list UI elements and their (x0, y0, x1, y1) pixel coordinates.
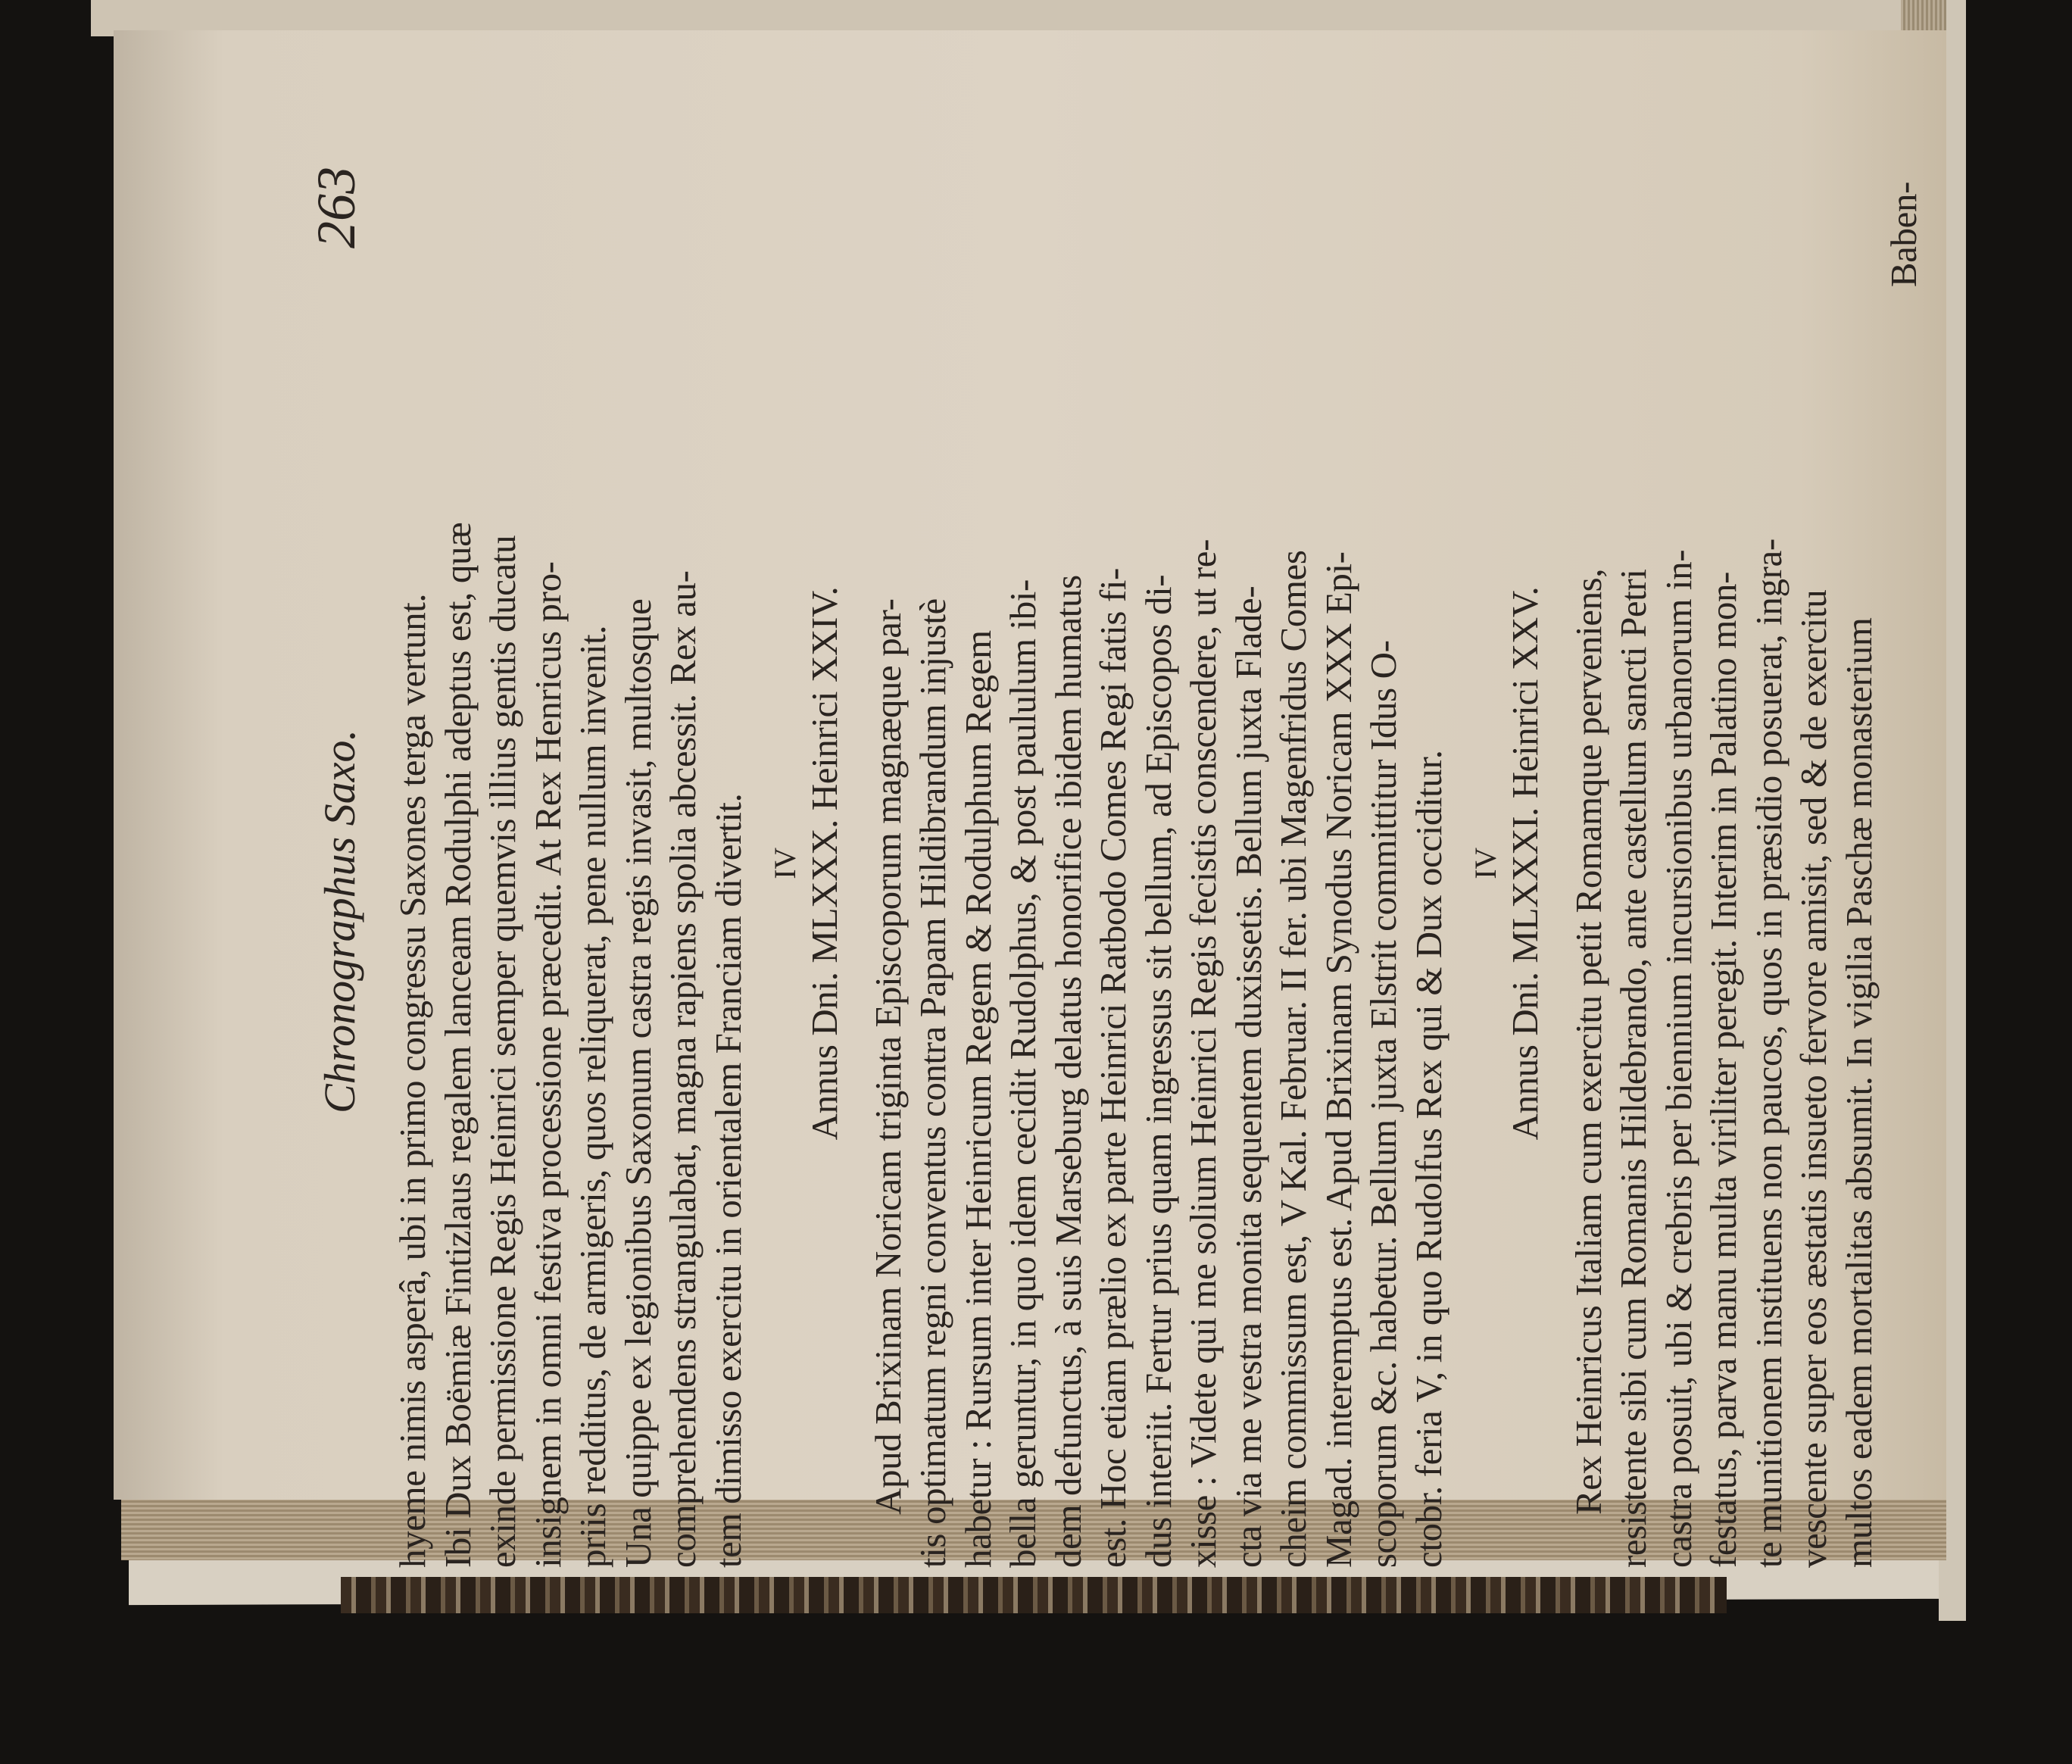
text-line: xisse : Videte qui me solium Heinrici Regis fecistis conscendere, ut re- (1182, 539, 1224, 1568)
heading-superscript: IV (768, 848, 802, 879)
text-line: tem dimisso exercitu in orientalem Franciam divertit. (707, 793, 749, 1568)
text-line: exinde permissione Regis Heinrici semper quemvis illius gentis ducatu (482, 535, 523, 1568)
running-title: Chronographus Saxo. (315, 729, 364, 1113)
text-line: scoporum &c. habetur. Bellum juxta Elstrit committitur Idus O- (1362, 640, 1404, 1568)
text-line: ctobr. feria V, in quo Rudolfus Rex qui & Dux occiditur. (1407, 750, 1449, 1568)
year-heading: Annus Dni. MLXXXI. Heinrici XXV. (1504, 586, 1546, 1141)
text-line: bella geruntur, in quo idem cecidit Rudolphus, & post paululum ibi- (1002, 579, 1044, 1568)
paragraph-3 (1566, 159, 1882, 1568)
heading-superscript: IV (1468, 848, 1503, 879)
text-line: insignem in omni festiva processione præcedit. At Rex Henricus pro- (526, 561, 569, 1568)
text-line: Una quippe ex legionibus Saxonum castra regis invasit, multosque (616, 598, 659, 1568)
page-number: 263 (306, 167, 367, 248)
paragraph-2 (866, 159, 1452, 1568)
text-line: Magad. interemptus est. Apud Brixinam Synodus Noricam XXX Epi- (1317, 551, 1359, 1568)
text-line: multos eadem mortalitas absumit. In vigilia Paschæ monasterium (1837, 617, 1880, 1568)
page-text (299, 159, 1924, 1568)
year-heading: Annus Dni. MLXXX. Heinrici XXIV. (804, 586, 845, 1141)
text-line: hyeme nimis asperâ, ubi in primo congressu Saxones terga vertunt. (392, 593, 433, 1568)
running-head (299, 159, 390, 1568)
text-line: habetur : Rursum inter Heinricum Regem & Rodulphum Regem (956, 630, 999, 1568)
text-line: Rex Heinricus Italiam cum exercitu petit Romamque perveniens, (1567, 568, 1609, 1515)
text-line: resistente sibi cum Romanis Hildebrando, ante castellum sancti Petri (1612, 569, 1654, 1568)
catchword: Baben- (1883, 182, 1924, 288)
text-line: cta via me vestra monita sequentem duxissetis. Bellum juxta Flade- (1227, 585, 1269, 1568)
paragraph-1 (390, 159, 750, 1568)
text-line: priis redditus, de armigeris, quos reliquerat, pene nullum invenit. (572, 625, 613, 1568)
text-line: comprehendens strangulabat, magna rapiens spolia abcessit. Rex au- (662, 570, 704, 1568)
text-line: tis optimatum regni conventus contra Papam Hildibrandum injustè (912, 598, 953, 1568)
text-line: festatus, parva manu multa viriliter peregit. Interim in Palatino mon- (1702, 571, 1744, 1568)
text-line: Apud Brixinam Noricam triginta Episcoporum magnæque par- (866, 598, 909, 1515)
text-line: est. Hoc etiam prælio ex parte Heinrici Ratbodo Comes Regi fatis fi- (1092, 568, 1134, 1568)
text-line: castra posuit, ubi & crebris per biennium incursionibus urbanorum in- (1657, 549, 1699, 1568)
text-line: cheim commissum est, V Kal. Februar. II fer. ubi Magenfridus Comes (1272, 550, 1314, 1568)
text-line: dus interiit. Fertur prius quam ingressus sit bellum, ad Episcopos di- (1137, 574, 1179, 1568)
text-line: te munitionem instituens non paucos, quos in præsidio posuerat, ingra- (1747, 539, 1790, 1568)
text-line: Ibi Dux Boëmiæ Fintizlaus regalem lanceam Rodulphi adeptus est, quæ (436, 522, 479, 1568)
marbled-endpaper (341, 1577, 1727, 1613)
text-line: vescente super eos æstatis insueto fervore amisit, sed & de exercitu (1793, 589, 1834, 1568)
text-line: dem defunctus, à suis Marseburg delatus honorifice ibidem humatus (1047, 575, 1089, 1568)
